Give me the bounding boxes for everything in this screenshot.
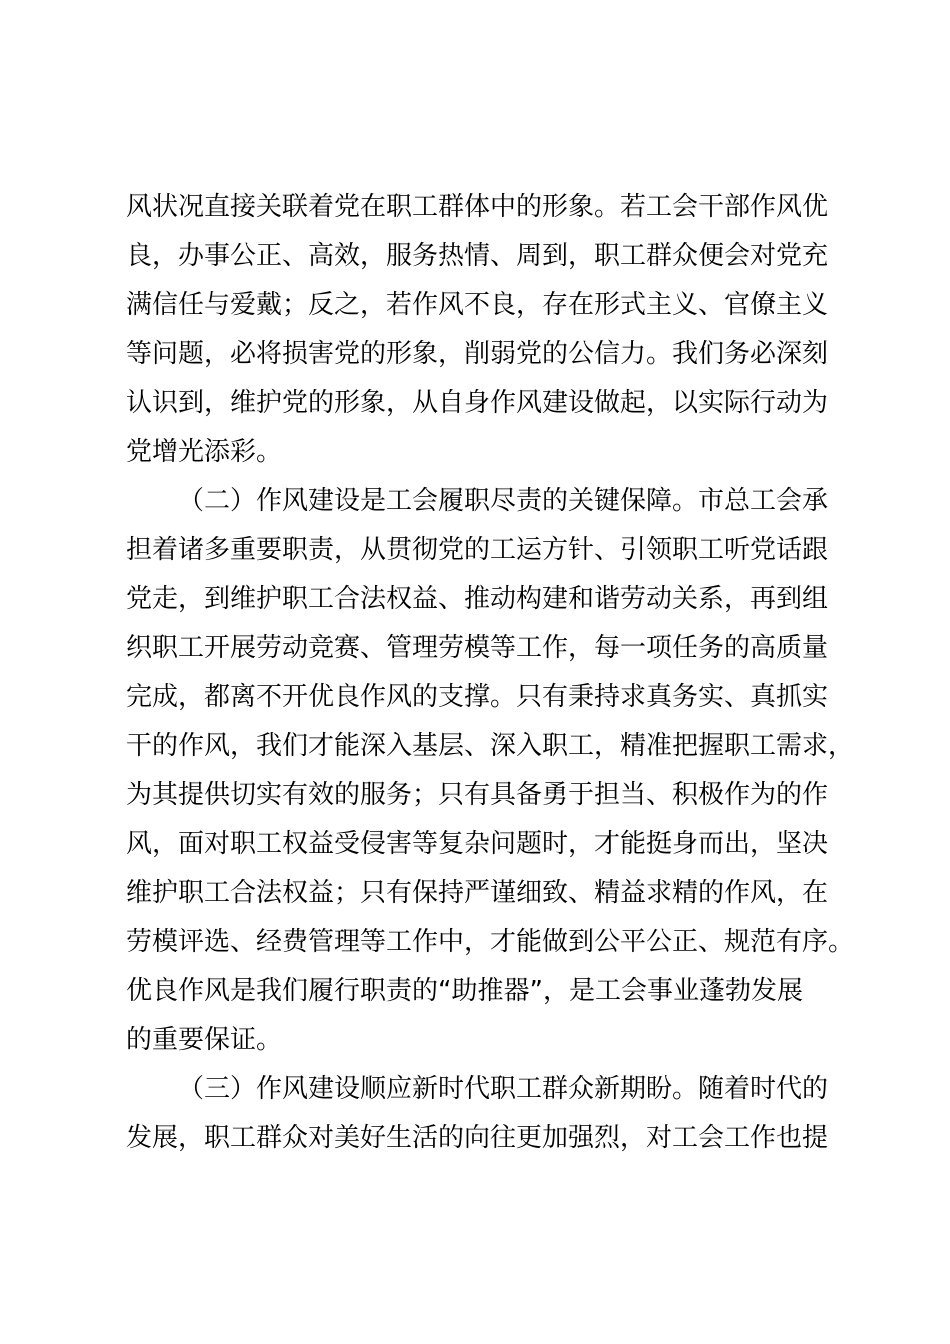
section-heading-line: （二）作风建设是工会履职尽责的关键保障。市总工会承	[178, 486, 829, 516]
text-line: 良，办事公正、高效，服务热情、周到，职工群众便会对党充	[126, 241, 829, 271]
text-line: 发展，职工群众对美好生活的向往更加强烈，对工会工作也提	[126, 1123, 829, 1153]
text-line: 满信任与爱戴；反之，若作风不良，存在形式主义、官僚主义	[126, 290, 829, 320]
text-line: 劳模评选、经费管理等工作中，才能做到公平公正、规范有序。	[126, 927, 855, 957]
text-line: 党走，到维护职工合法权益、推动构建和谐劳动关系，再到组	[126, 584, 829, 614]
text-line: 风状况直接关联着党在职工群体中的形象。若工会干部作风优	[126, 192, 829, 222]
text-line: 维护职工合法权益；只有保持严谨细致、精益求精的作风，在	[126, 878, 829, 908]
text-line: 织职工开展劳动竞赛、管理劳模等工作，每一项任务的高质量	[126, 633, 829, 663]
text-line: 党增光添彩。	[126, 437, 283, 467]
text-line: 风，面对职工权益受侵害等复杂问题时，才能挺身而出，坚决	[126, 829, 829, 859]
text-line: 认识到，维护党的形象，从自身作风建设做起，以实际行动为	[126, 388, 829, 418]
text-line: 担着诸多重要职责，从贯彻党的工运方针、引领职工听党话跟	[126, 535, 829, 565]
section-heading-line: （三）作风建设顺应新时代职工群众新期盼。随着时代的	[178, 1074, 829, 1104]
text-line: 优良作风是我们履行职责的“助推器”，是工会事业蓬勃发展	[126, 976, 803, 1006]
body-text	[126, 183, 855, 1163]
text-line: 的重要保证。	[126, 1025, 283, 1055]
text-line: 完成，都离不开优良作风的支撑。只有秉持求真务实、真抓实	[126, 682, 829, 712]
text-line: 干的作风，我们才能深入基层、深入职工，精准把握职工需求，	[126, 731, 855, 761]
text-line: 为其提供切实有效的服务；只有具备勇于担当、积极作为的作	[126, 780, 829, 810]
text-line: 等问题，必将损害党的形象，削弱党的公信力。我们务必深刻	[126, 339, 829, 369]
